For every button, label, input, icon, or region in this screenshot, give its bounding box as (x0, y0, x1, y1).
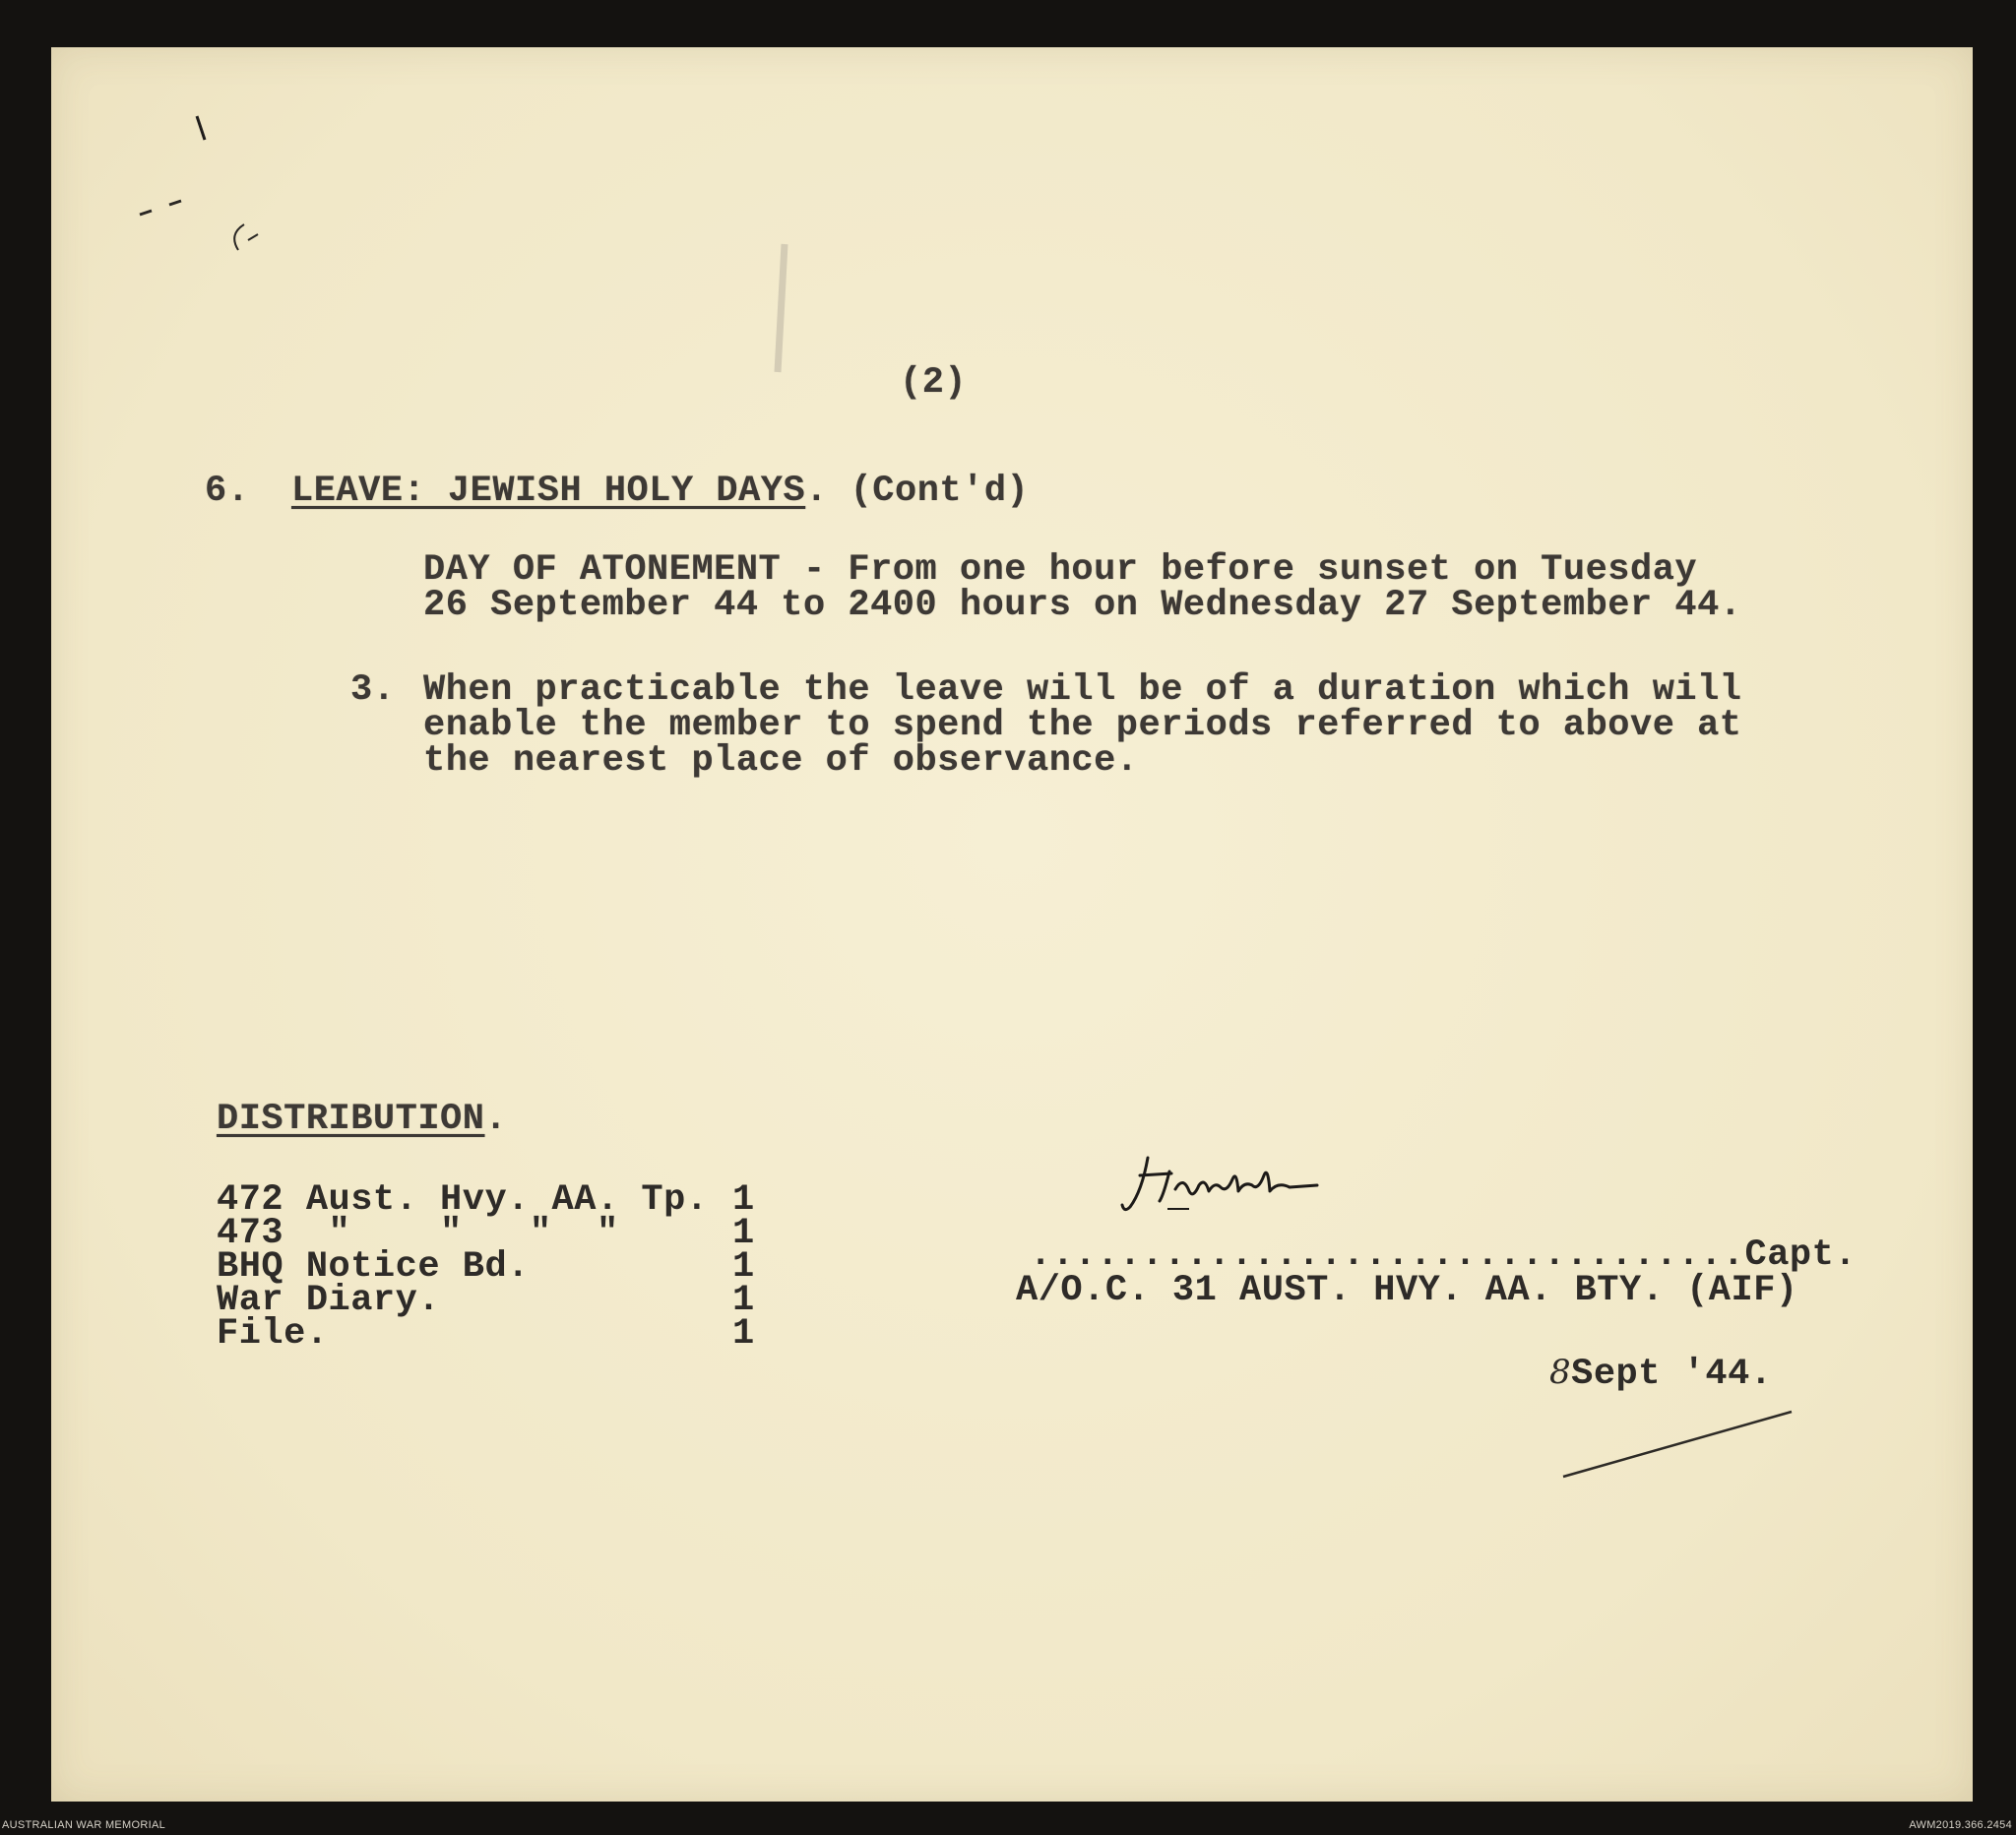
distribution-copies: 1 (732, 1179, 755, 1221)
distribution-recipient: War Diary. (217, 1280, 441, 1321)
date-rest: Sept '44. (1571, 1354, 1773, 1395)
page-number: (2) (900, 362, 968, 404)
unit-line: A/O.C. 31 AUST. HVY. AA. BTY. (AIF) (1016, 1270, 1798, 1311)
distribution-copies: 1 (732, 1213, 755, 1254)
distribution-recipient: BHQ Notice Bd. (217, 1246, 530, 1288)
distribution-recipient: File. (217, 1313, 329, 1355)
distribution-copies: 1 (732, 1313, 755, 1355)
paragraph-3-number: 3. (350, 669, 396, 711)
section-number: 6. (205, 471, 250, 512)
handwritten-signature (1120, 1152, 1356, 1231)
distribution-copies: 1 (732, 1280, 755, 1321)
signature-date (1549, 1353, 1772, 1395)
atonement-line-2: 26 September 44 to 2400 hours on Wednesday 27 September 44. (423, 585, 1742, 626)
document-page (51, 47, 1973, 1802)
distribution-heading-text: DISTRIBUTION (217, 1099, 485, 1140)
section-heading (291, 471, 1029, 512)
atonement-line-1: DAY OF ATONEMENT - From one hour before sunset on Tuesday (423, 549, 1698, 591)
distribution-heading (217, 1099, 507, 1140)
paragraph-3-line-2: enable the member to spend the periods referred to above at (423, 705, 1742, 746)
rank-line: ................................Capt. (1030, 1234, 1858, 1276)
distribution-recipient: 472 Aust. Hvy. AA. Tp. (217, 1179, 709, 1221)
section-heading-suffix: . (Cont'd) (805, 471, 1030, 512)
accession-number: AWM2019.366.2454 (1909, 1819, 2012, 1831)
distribution-heading-suffix: . (484, 1099, 508, 1140)
date-day-handwritten: 8 (1549, 1353, 1572, 1392)
distribution-copies: 1 (732, 1246, 755, 1288)
archive-label: AUSTRALIAN WAR MEMORIAL (2, 1819, 166, 1831)
section-heading-text: LEAVE: JEWISH HOLY DAYS (291, 471, 806, 512)
pencil-marks (51, 47, 1973, 1802)
paragraph-3-line-3: the nearest place of observance. (423, 740, 1139, 782)
distribution-recipient: 473 " " " " (217, 1213, 619, 1254)
paragraph-3-line-1: When practicable the leave will be of a duration which will (423, 669, 1742, 711)
